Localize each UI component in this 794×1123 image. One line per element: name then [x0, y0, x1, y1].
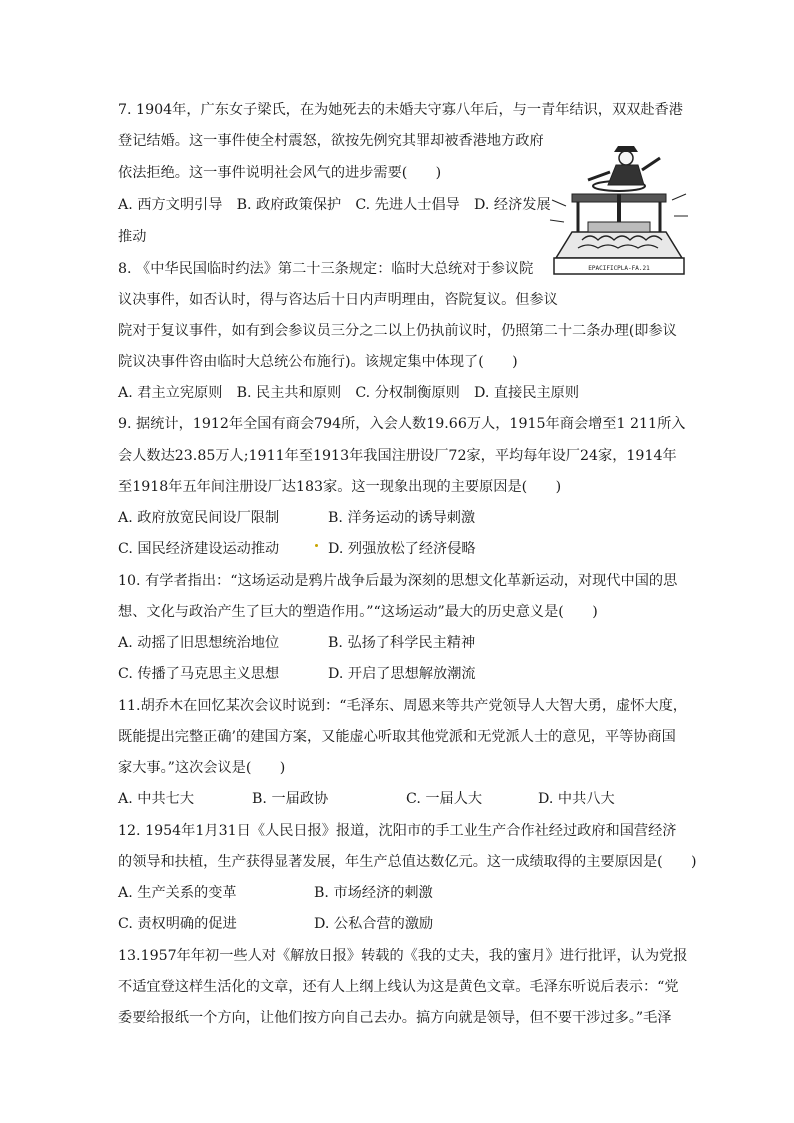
q7-line-3: 依法拒绝。这一事件说明社会风气的进步需要( ) [118, 165, 442, 181]
q11-option-a: A. 中共七大 [118, 791, 195, 807]
q10-option-b: B. 弘扬了科学民主精神 [328, 635, 476, 651]
q9-option-a: A. 政府放宽民间设厂限制 [118, 510, 280, 526]
q9-option-c: C. 国民经济建设运动推动 [118, 541, 280, 557]
q8-line-4: 院议决事件咨由临时大总统公布施行)。该规定集中体现了( ) [118, 354, 518, 370]
q9-line-1: 9. 据统计，1912年全国有商会794所，入会人数19.66万人，1915年商会增至1 211所入 [118, 416, 686, 432]
q7-line-1: 7. 1904年，广东女子梁氏，在为她死去的未婚夫守寡八年后，与一青年结识，双双赴香港 [118, 102, 683, 118]
q7-line-5: 推动 [118, 229, 147, 245]
cartoon-plate-text: EPACIFICPLA-FA.21 [588, 265, 650, 272]
q10-option-d: D. 开启了思想解放潮流 [328, 666, 476, 682]
cartoon-illustration [548, 140, 690, 282]
stray-mark [315, 544, 318, 547]
q9-option-b: B. 洋务运动的诱导刺激 [328, 510, 476, 526]
q13-line-3: 委要给报纸一个方向，让他们按方向自己去办。搞方向就是领导，但不要干涉过多。”毛泽 [118, 1010, 672, 1026]
q9-option-d: D. 列强放松了经济侵略 [328, 541, 476, 557]
q11-option-d: D. 中共八大 [538, 791, 615, 807]
q11-line-3: 家大事。”这次会议是( ) [118, 760, 286, 776]
q10-option-a: A. 动摇了旧思想统治地位 [118, 635, 280, 651]
q12-option-c: C. 责权明确的促进 [118, 916, 237, 932]
q9-line-2: 会人数达23.85万人;1911年至1913年我国注册设厂72家，平均每年设厂24家，1914年 [118, 448, 677, 464]
q11-option-b: B. 一届政协 [252, 791, 329, 807]
q10-option-c: C. 传播了马克思主义思想 [118, 666, 280, 682]
q10-line-2: 想、文化与政治产生了巨大的塑造作用。”“这场运动”最大的历史意义是( ) [118, 604, 598, 620]
q13-line-1: 13.1957年年初一些人对《解放日报》转载的《我的丈夫，我的蜜月》进行批评，认为党报 [118, 948, 688, 964]
q12-option-d: D. 公私合营的激励 [314, 916, 434, 932]
q12-option-b: B. 市场经济的刺激 [314, 885, 433, 901]
q7-options: A. 西方文明引导 B. 政府政策保护 C. 先进人士倡导 D. 经济发展 [118, 197, 551, 213]
q12-line-2: 的领导和扶植，生产获得显著发展，年生产总值达数亿元。这一成绩取得的主要原因是( ) [118, 854, 697, 870]
q8-line-3: 院对于复议事件，如有到会参议员三分之二以上仍执前议时，仍照第二十二条办理(即参议 [118, 323, 677, 339]
q8-line-1: 8. 《中华民国临时约法》第二十三条规定：临时大总统对于参议院 [118, 261, 534, 277]
q11-line-2: 既能提出完整正确’的建国方案，又能虚心听取其他党派和无党派人士的意见，平等协商国 [118, 729, 676, 745]
q12-option-a: A. 生产关系的变革 [118, 885, 237, 901]
q11-option-c: C. 一届人大 [406, 791, 483, 807]
q12-line-1: 12. 1954年1月31日《人民日报》报道，沈阳市的手工业生产合作社经过政府和国营经济 [118, 823, 677, 839]
q8-line-2: 议决事件，如否认时，得与咨达后十日内声明理由，咨院复议。但参议 [118, 292, 558, 308]
q10-line-1: 10. 有学者指出：“这场运动是鸦片战争后最为深刻的思想文化革新运动，对现代中国的思 [118, 573, 678, 589]
q8-options: A. 君主立宪原则 B. 民主共和原则 C. 分权制衡原则 D. 直接民主原则 [118, 385, 580, 401]
q7-line-2: 登记结婚。这一事件使全村震怒，欲按先例究其罪却被香港地方政府 [118, 133, 544, 149]
q9-line-3: 至1918年五年间注册设厂达183家。这一现象出现的主要原因是( ) [118, 479, 562, 495]
q13-line-2: 不适宜登这样生活化的文章，还有人上纲上线认为这是黄色文章。毛泽东听说后表示：“党 [118, 979, 679, 995]
q11-line-1: 11.胡乔木在回忆某次会议时说到：“毛泽东、周恩来等共产党领导人大智大勇，虚怀大度， [118, 698, 687, 714]
